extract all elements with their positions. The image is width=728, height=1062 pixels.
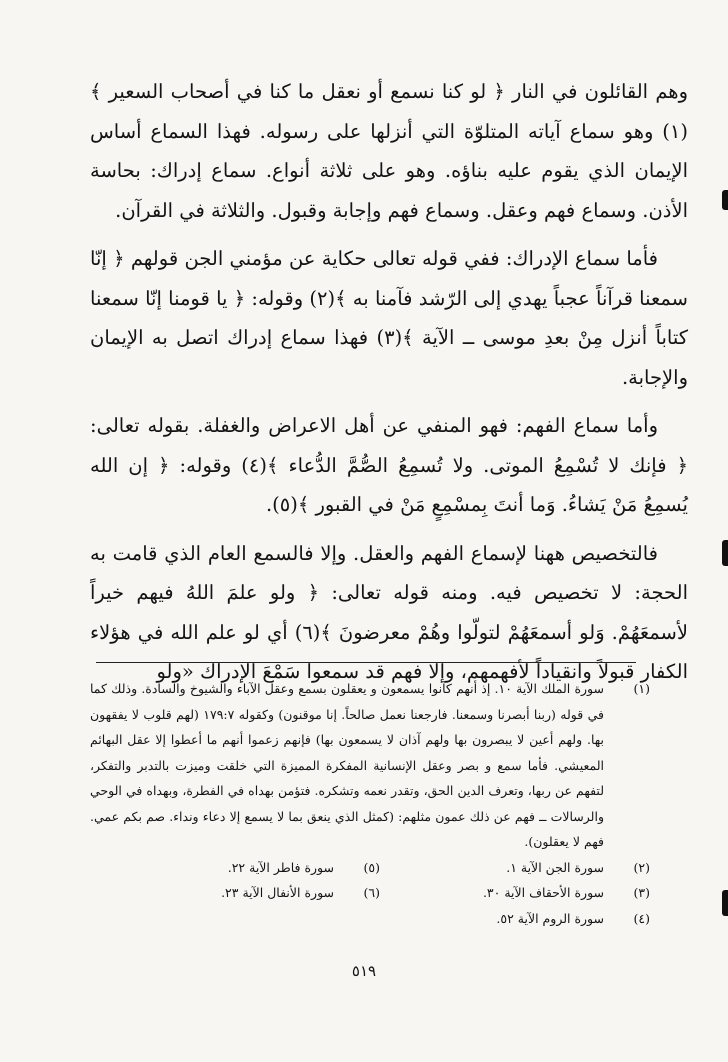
page-number: ٥١٩ [351,962,377,980]
footnote-1 [90,676,650,855]
footnote-text: سورة الجن الآية ١. [506,859,604,875]
footnote-number: (٦) [363,885,380,900]
main-text [90,72,688,701]
footnote-5 [110,855,380,881]
footnote-6 [110,880,380,906]
footnote-3 [380,880,650,906]
footnote-text: سورة الروم الآية ٥٢. [496,910,604,926]
footnote-row [90,880,650,906]
footnote-text: سورة الأحقاف الآية ٣٠. [482,885,604,900]
footnote-number: (٢) [633,859,650,875]
footnote-number: (٤) [633,910,650,926]
footnote-text: سورة فاطر الآية ٢٢. [227,859,334,875]
footnotes [90,676,650,931]
footnote-4 [380,906,650,932]
footnote-divider [96,662,636,663]
footnote-2 [380,855,650,881]
scan-edge-mark [722,540,728,566]
footnote-row [90,855,650,881]
footnote-text: سورة الملك الآية ١٠. إذ أنهم كانوا يسمعون و يعقلون بسمع وعقل الآباء والشيوخ والسادة. وذلك كما في قوله (ربنا أبصرنا وسمعنا. فارجعنا نعمل صالحاً. إنا موقنون) وكقوله ١٧٩:٧ (لهم قلوب لا يفقهون بها. ولهم أعين لا يبصرون بها ولهم آذان لا يسمعون بها) فإنهم زعموا أنهم ما أعطوا إلا عقل البهائم المعيشي. فأما سمع و بصر وعقل الإنسانية المفكرة المميزة التي خلقت وميزت بالتدبر والتفكر، لتفهم عن ربها، وتعرف الدين الحق، وتقدر نعمه وتشكره. فتؤمن بهداه في الفطرة، وبهداه في الوحي والرسالات ــ فهم عن ذلك عمون مثلهم: (كمثل الذي ينعق بما لا يسمع إلا دعاء ونداء. صم بكم عمي. فهم لا يعقلون). [90,681,604,849]
paragraph-1: وهم القائلون في النار ﴿ لو كنا نسمع أو نعقل ما كنا في أصحاب السعير ﴾(١) وهو سماع آياته المتلوّة التي أنزلها على رسوله. فهذا السماع أساس الإيمان الذي يقوم عليه بناؤه. وهو على ثلاثة أنواع. سماع إدراك: بحاسة الأذن. وسماع فهم وعقل. وسماع فهم وإجابة وقبول. والثلاثة في القرآن. [90,80,688,222]
paragraph-2: فأما سماع الإدراك: ففي قوله تعالى حكاية عن مؤمني الجن قولهم ﴿ إنّا سمعنا قرآناً عجباً يهدي إلى الرّشد فآمنا به ﴾(٢) وقوله: ﴿ يا قومنا إنّا سمعنا كتاباً أنزل مِنْ بعدِ موسى ــ الآية ﴾(٣) فهذا سماع إدراك اتصل به الإيمان والإجابة. [90,247,688,389]
scan-edge-mark [722,190,728,210]
footnote-number: (١) [633,681,650,696]
footnote-number: (٥) [363,859,380,875]
paragraph-4: فالتخصيص ههنا لإسماع الفهم والعقل. وإلا فالسمع العام الذي قامت به الحجة: لا تخصيص فيه. ومنه قوله تعالى: ﴿ ولو علمَ اللهُ فيهم خيراً لأسمعَهُمْ. وَلو أسمعَهُمْ لتولّوا وهُمْ معرضونَ ﴾(٦) أي لو علم الله في هؤلاء الكفار قبولاً وانقياداً لأفهمهم، وإلا فهم قد سمعوا سَمْعَ الإدراك «ولو [90,541,688,683]
footnote-row [90,906,650,932]
paragraph-3: وأما سماع الفهم: فهو المنفي عن أهل الاعراض والغفلة. بقوله تعالى: ﴿ فإنك لا تُسْمِعُ الموتى. ولا تُسمِعُ الصُّمَّ الدُّعاء ﴾(٤) وقوله: ﴿ إن الله يُسمِعُ مَنْ يَشاءُ. وَما أنتَ بِمسْمِعٍ مَنْ في القبور ﴾(٥). [90,414,688,516]
footnote-number: (٣) [633,885,650,900]
footnote-text: سورة الأنفال الآية ٢٣. [221,885,334,900]
scan-edge-mark [722,890,728,916]
